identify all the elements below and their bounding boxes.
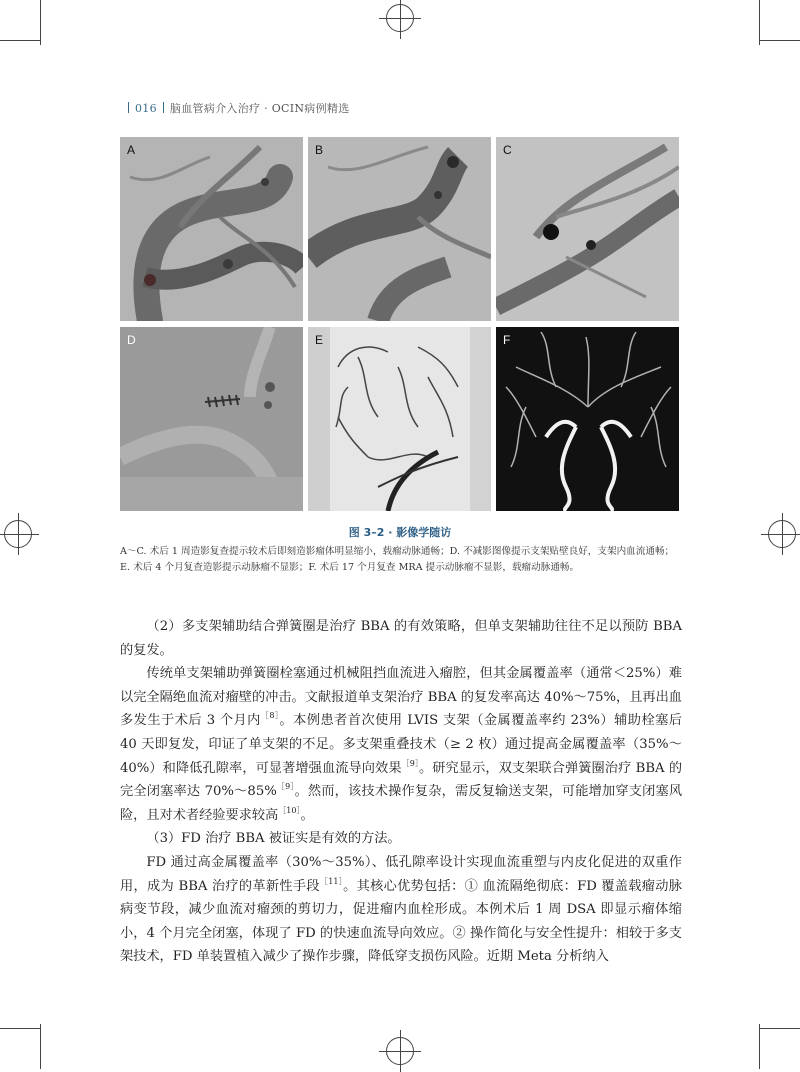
angiogram-panel-c bbox=[496, 137, 679, 321]
angiogram-c-image bbox=[496, 137, 679, 321]
body-text bbox=[120, 615, 682, 969]
paragraph bbox=[120, 851, 682, 969]
citation-ref: ［8］ bbox=[260, 711, 280, 721]
crop-mark bbox=[759, 1024, 760, 1069]
panel-label: F bbox=[503, 333, 511, 347]
text-run: 。然而，该技术操作复杂，需反复输送支架，可能增加穿支闭塞风险，且对术者经验要求较高 bbox=[120, 784, 683, 823]
citation-ref: ［9］ bbox=[401, 758, 419, 768]
angiogram-panel-b bbox=[308, 137, 491, 321]
angiogram-panel-a bbox=[120, 137, 303, 321]
panel-label: B bbox=[315, 143, 324, 157]
angiogram-e-image bbox=[308, 327, 491, 511]
figure-caption-text: A～C. 术后 1 周造影复查提示较术后即刻造影瘤体明显缩小，载瘤动脉通畅；D. 不减影图像提示支架贴壁良好，支架内血流通畅；E. 术后 4 个月复查造影提示动脉瘤不显影；F. 术后 17 个月复查 MRA 提示动脉瘤不显影，载瘤动脉通畅。 bbox=[120, 546, 675, 573]
figure-caption-title: 图 3–2 · 影像学随访 bbox=[348, 526, 452, 539]
panel-label: E bbox=[315, 333, 324, 347]
header-rule bbox=[163, 102, 164, 113]
panel-label: C bbox=[503, 143, 512, 157]
crop-mark bbox=[40, 1024, 41, 1069]
text-run: （2）多支架辅助结合弹簧圈是治疗 BBA 的有效策略，但单支架辅助往往不足以预防 BBA 的复发。 bbox=[120, 619, 682, 658]
crop-mark bbox=[0, 40, 40, 41]
paragraph bbox=[120, 827, 682, 851]
citation-ref: ［9］ bbox=[276, 782, 295, 792]
crop-mark bbox=[760, 40, 800, 41]
book-title: 脑血管病介入治疗 · OCIN病例精选 bbox=[169, 102, 350, 115]
angiogram-d-image bbox=[120, 327, 303, 511]
citation-ref: ［11］ bbox=[319, 876, 344, 886]
crop-mark bbox=[40, 0, 41, 45]
mra-f-image bbox=[496, 327, 679, 511]
crop-mark bbox=[759, 0, 760, 45]
text-run: （3）FD 治疗 BBA 被证实是有效的方法。 bbox=[146, 831, 401, 847]
text-run: 。研究显示，双支架联合弹簧圈治疗 BBA 的完全闭塞率达 70%～85% bbox=[120, 760, 683, 800]
panel-label: D bbox=[127, 333, 136, 347]
running-header bbox=[122, 100, 350, 116]
angiogram-panel-d bbox=[120, 327, 303, 511]
paragraph bbox=[120, 615, 682, 662]
angiogram-panel-e bbox=[308, 327, 491, 511]
paragraph bbox=[120, 662, 682, 827]
mra-panel-f bbox=[496, 327, 679, 511]
header-rule bbox=[128, 102, 129, 113]
figure-3-2 bbox=[120, 137, 680, 513]
registration-mark bbox=[386, 4, 414, 32]
citation-ref: ［10］ bbox=[278, 805, 301, 815]
crop-mark bbox=[0, 1028, 40, 1029]
text-run: FD 通过高金属覆盖率（30%～35%）、低孔隙率设计实现血流重塑与内皮化促进的双重作用，成为 BBA 治疗的革新性手段 bbox=[120, 854, 682, 894]
text-run: 。本例患者首次使用 LVIS 支架（金属覆盖率约 23%）辅助栓塞后 40 天即复发，印证了单支架的不足。多支架重叠技术（≥ 2 枚）通过提高金属覆盖率（35%～40%）和降低孔隙率，可显著增强血流导向效果 bbox=[120, 713, 682, 776]
registration-mark bbox=[386, 1037, 414, 1065]
panel-label: A bbox=[127, 143, 136, 157]
text-run: 传统单支架辅助弹簧圈栓塞通过机械阻挡血流进入瘤腔，但其金属覆盖率（通常＜25%）难以完全隔绝血流对瘤壁的冲击。文献报道单支架治疗 BBA 的复发率高达 40%～75%，且再出血多发生于术后 3 个月内 bbox=[120, 666, 682, 729]
angiogram-a-image bbox=[120, 137, 303, 321]
crop-mark bbox=[760, 1028, 800, 1029]
angiogram-b-image bbox=[308, 137, 491, 321]
page-number: 016 bbox=[135, 102, 157, 115]
text-run: 。 bbox=[300, 807, 314, 823]
text-run: 。其核心优势包括：① 血流隔绝彻底：FD 覆盖载瘤动脉病变节段，减少血流对瘤颈的剪切力，促进瘤内血栓形成。本例术后 1 周 DSA 即显示瘤体缩小，4 个月完全闭塞，体现了 FD 的快速血流导向效应。② 操作简化与安全性提升：相较于多支架技术，FD 单装置植入减少了操作步骤，降低穿支损伤风险。近期 Meta 分析纳入 bbox=[120, 878, 682, 965]
